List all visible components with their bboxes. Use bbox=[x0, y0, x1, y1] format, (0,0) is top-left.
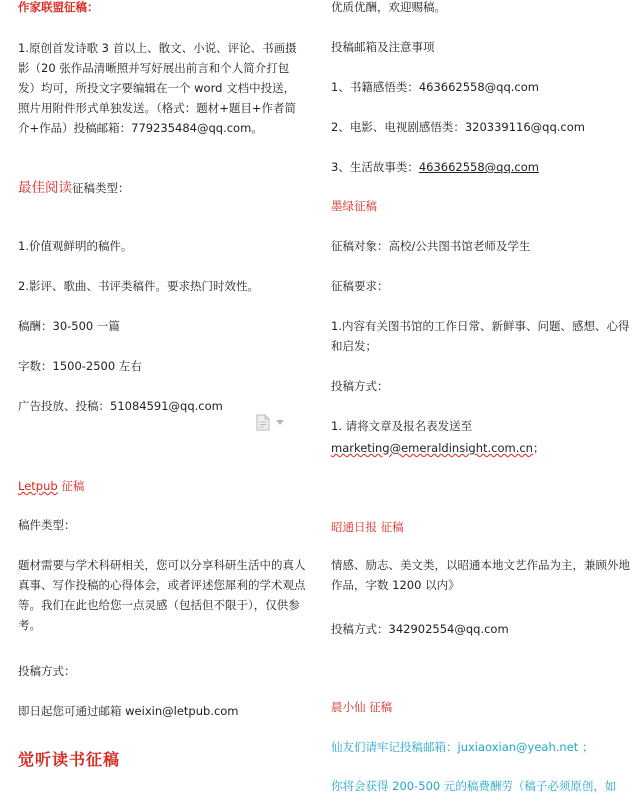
letpub-type-label: 稿件类型： bbox=[18, 518, 76, 532]
zuijia-heading-red: 最佳阅读 bbox=[18, 180, 72, 196]
xiaoxian-heading: 晨小仙 征稿 bbox=[331, 700, 393, 714]
zuijia-heading-rest: 征稿类型： bbox=[72, 181, 130, 195]
zuijia-item-1: 1.价值观鲜明的稿件。 bbox=[18, 239, 133, 253]
zuijia-contact: 广告投放、投稿：51084591@qq.com bbox=[18, 399, 223, 413]
xiaoxian-email-line: 仙友们请牢记投稿邮箱：juxiaoxian@yeah.net ； bbox=[331, 740, 594, 754]
life-email-link[interactable]: 463662558@qq.com bbox=[418, 160, 539, 174]
emerald-method-label: 投稿方式： bbox=[331, 379, 389, 393]
book-email: 463662558@qq.com bbox=[418, 80, 539, 94]
document-icon bbox=[256, 414, 270, 431]
letpub-heading-rest: 征稿 bbox=[57, 479, 85, 493]
emerald-heading: 墨绿征稿 bbox=[331, 199, 377, 213]
emerald-email bbox=[331, 438, 544, 458]
emerald-method-line: 1. 请将文章及报名表发送至 bbox=[331, 419, 473, 433]
zuojia-body: 1.原创首发诗歌 3 首以上、散文、小说、评论、书画摄影（20 张作品清晰照并写好展出前言和个人简介打包发）均可，所投文字要编辑在一个 word 文档中投送，照片用附件形式单独发送。（格式：题材+题目+作者简介+作品）投稿邮箱：779235484@qq.com。 bbox=[18, 41, 297, 135]
letpub-method-label: 投稿方式： bbox=[18, 664, 76, 678]
zuijia-item-2: 2.影评、歌曲、书评类稿件。要求热门时效性。 bbox=[18, 279, 259, 293]
emerald-target: 征稿对象：高校/公共图书馆老师及学生 bbox=[331, 239, 531, 253]
emerald-req-body: 1.内容有关图书馆的工作日常、新鲜事、问题、感想、心得和启发； bbox=[331, 319, 630, 353]
life-label: 3、生活故事类： bbox=[331, 160, 419, 174]
life-item bbox=[331, 157, 539, 177]
letpub-name: Letpub bbox=[18, 479, 58, 493]
book-label: 1、书籍感悟类： bbox=[331, 80, 419, 94]
zuijia-fee: 稿酬：30-500 一篇 bbox=[18, 319, 120, 333]
chevron-down-icon[interactable] bbox=[276, 420, 284, 425]
zuojia-heading: 作家联盟征稿： bbox=[18, 0, 99, 14]
mailbox-heading: 投稿邮箱及注意事项 bbox=[331, 40, 435, 54]
zhaotong-method: 投稿方式：342902554@qq.com bbox=[331, 622, 509, 636]
zhaotong-body: 情感、励志、美文类，以昭通本地文艺作品为主，兼顾外地作品，字数 1200 以内》 bbox=[331, 558, 630, 592]
film-item: 2、电影、电视剧感悟类：320339116@qq.com bbox=[331, 120, 585, 134]
emerald-email-tail: ； bbox=[532, 441, 545, 455]
zuijia-words: 字数：1500-2500 左右 bbox=[18, 359, 142, 373]
emerald-email-link[interactable]: marketing@emeraldinsight.com.cn bbox=[331, 441, 533, 455]
xiaoxian-pay-line: 你将会获得 200-500 元的稿费酬劳（稿子必须原创，如 bbox=[331, 779, 617, 793]
emerald-req-label: 征稿要求： bbox=[331, 279, 389, 293]
zuijia-heading bbox=[18, 178, 130, 198]
book-item bbox=[331, 77, 539, 97]
jueting-heading: 觉听读书征稿 bbox=[18, 750, 121, 769]
letpub-body: 题材需要与学术科研相关，您可以分享科研生活中的真人真事、写作投稿的心得体会，或者评述您犀利的学术观点等。我们在此也给您一点灵感（包括但不限于），仅供参考。 bbox=[18, 558, 306, 632]
document-widget[interactable] bbox=[256, 414, 284, 431]
right-intro: 优质优酬，欢迎赐稿。 bbox=[331, 0, 446, 14]
zhaotong-heading: 昭通日报 征稿 bbox=[331, 520, 404, 534]
letpub-email: 即日起您可通过邮箱 weixin@letpub.com bbox=[18, 704, 239, 718]
letpub-heading bbox=[18, 476, 84, 496]
